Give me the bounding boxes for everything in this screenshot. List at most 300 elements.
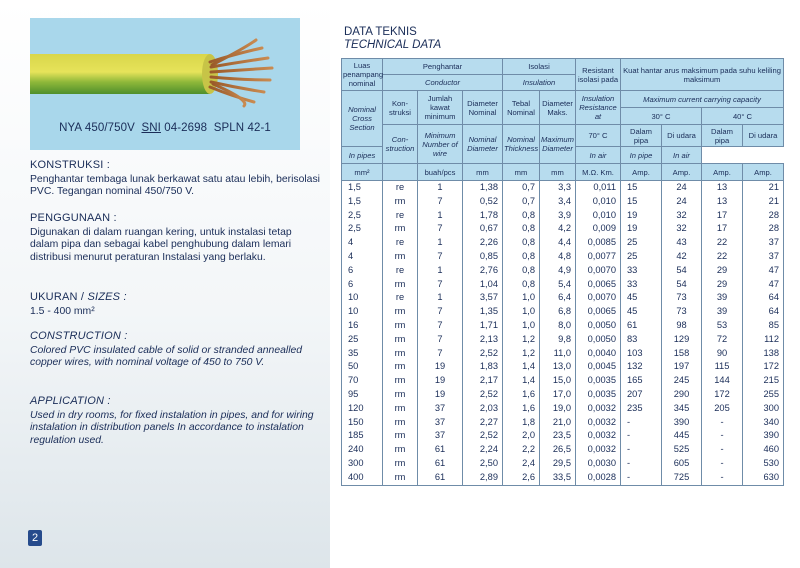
table-cell: rm [383, 195, 418, 209]
table-cell: 0,011 [576, 181, 621, 195]
table-cell: 2,52 [463, 429, 503, 443]
table-cell: 460 [743, 443, 784, 457]
table-cell: 1,8 [503, 416, 540, 430]
table-cell: 0,8 [503, 264, 540, 278]
table-cell: - [621, 457, 662, 471]
table-cell: 0,0065 [576, 305, 621, 319]
table-cell: 6,4 [540, 291, 576, 305]
table-cell: 1,71 [463, 319, 503, 333]
table-cell: 4,4 [540, 236, 576, 250]
table-cell: 1,38 [463, 181, 503, 195]
table-cell: 630 [743, 471, 784, 485]
table-cell: 725 [662, 471, 702, 485]
table-cell: 37 [418, 429, 463, 443]
table-row [342, 457, 784, 471]
conductor-header: Conductor [383, 75, 503, 91]
application-title: APPLICATION : [30, 395, 111, 407]
table-cell: 2,17 [463, 374, 503, 388]
table-cell: 17 [702, 222, 743, 236]
table-cell: 150 [342, 416, 383, 430]
table-cell: re [383, 264, 418, 278]
table-cell: 0,7 [503, 195, 540, 209]
table-cell: 8,0 [540, 319, 576, 333]
table-cell: 2,24 [463, 443, 503, 457]
temp30-header: 30° C [621, 108, 702, 125]
unit-amp-2: Amp. [662, 164, 702, 181]
table-cell: 245 [662, 374, 702, 388]
technical-data-table [341, 58, 784, 486]
table-cell: 61 [621, 319, 662, 333]
table-cell: rm [383, 333, 418, 347]
table-cell: 19 [418, 388, 463, 402]
table-cell: rm [383, 347, 418, 361]
table-cell: 129 [662, 333, 702, 347]
isolasi-header: Isolasi [503, 59, 576, 75]
table-cell: 390 [743, 429, 784, 443]
table-cell: 115 [702, 360, 743, 374]
table-cell: rm [383, 471, 418, 485]
table-cell: 19 [418, 374, 463, 388]
table-cell: 0,0035 [576, 388, 621, 402]
unit-mm-diam: mm [463, 164, 503, 181]
table-cell: - [621, 429, 662, 443]
table-cell: 1,5 [342, 195, 383, 209]
table-cell: rm [383, 374, 418, 388]
table-row [342, 195, 784, 209]
table-cell: 165 [621, 374, 662, 388]
max-diam-header: Maximum Diameter [540, 125, 576, 164]
table-cell: rm [383, 443, 418, 457]
table-cell: 47 [743, 264, 784, 278]
table-cell: 25 [342, 333, 383, 347]
table-row [342, 443, 784, 457]
table-cell: 33 [621, 278, 662, 292]
table-cell: 1,35 [463, 305, 503, 319]
table-cell: rm [383, 250, 418, 264]
table-cell: 95 [342, 388, 383, 402]
table-cell: 29 [702, 264, 743, 278]
table-cell: rm [383, 360, 418, 374]
table-cell: 1 [418, 264, 463, 278]
table-cell: 205 [702, 402, 743, 416]
construction-header: Con-struction [383, 125, 418, 164]
table-cell: 290 [662, 388, 702, 402]
table-cell: 43 [662, 236, 702, 250]
cable-photo-box [30, 18, 300, 150]
nom-diam-header: Nominal Diameter [463, 125, 503, 164]
table-cell: 525 [662, 443, 702, 457]
table-cell: 10 [342, 291, 383, 305]
table-cell: 19,0 [540, 402, 576, 416]
table-cell: - [702, 416, 743, 430]
penggunaan-text: Digunakan di dalam ruangan kering, untuk instalasi tetap dalam pipa dan sebagai kabel penghubung dalam lemari distribusi menurut peraturan Instalasi yang berlaku. [30, 226, 292, 263]
table-cell: 112 [743, 333, 784, 347]
table-cell: 1 [418, 209, 463, 223]
unit-construction-blank [383, 164, 418, 181]
table-cell: 185 [342, 429, 383, 443]
table-cell: 1,0 [503, 319, 540, 333]
table-cell: 45 [621, 305, 662, 319]
table-cell: rm [383, 222, 418, 236]
table-row [342, 291, 784, 305]
table-cell: 0,0028 [576, 471, 621, 485]
table-cell: 605 [662, 457, 702, 471]
table-cell: 22 [702, 236, 743, 250]
table-cell: 0,52 [463, 195, 503, 209]
table-cell: 0,0032 [576, 402, 621, 416]
table-cell: 4,9 [540, 264, 576, 278]
table-cell: 0,0040 [576, 347, 621, 361]
table-cell: 15,0 [540, 374, 576, 388]
table-row [342, 264, 784, 278]
table-cell: re [383, 291, 418, 305]
table-cell: 4,2 [540, 222, 576, 236]
table-cell: 47 [743, 278, 784, 292]
table-cell: 0,8 [503, 236, 540, 250]
table-cell: 1,4 [503, 374, 540, 388]
table-cell: 7 [418, 278, 463, 292]
table-cell: 7 [418, 305, 463, 319]
table-cell: 4 [342, 250, 383, 264]
table-cell: 2,26 [463, 236, 503, 250]
konstruksi-title: KONSTRUKSI : [30, 159, 111, 171]
table-cell: 6,8 [540, 305, 576, 319]
table-cell: rm [383, 388, 418, 402]
table-cell: 10 [342, 305, 383, 319]
table-cell: 21 [743, 181, 784, 195]
table-cell: rm [383, 429, 418, 443]
di-udara-30-header: Di udara [662, 125, 702, 147]
unit-amp-1: Amp. [621, 164, 662, 181]
table-cell: 0,67 [463, 222, 503, 236]
table-cell: 28 [743, 209, 784, 223]
in-pipes-header: In pipes [342, 147, 383, 164]
table-cell: 2,13 [463, 333, 503, 347]
table-cell: 0,0070 [576, 291, 621, 305]
page-number: 2 [28, 530, 42, 546]
table-row [342, 319, 784, 333]
table-cell: 37 [743, 236, 784, 250]
table-cell: 158 [662, 347, 702, 361]
konstruksi-section [30, 159, 322, 199]
table-cell: 390 [662, 416, 702, 430]
ukuran-text: 1.5 - 400 mm² [30, 305, 95, 317]
table-cell: 3,4 [540, 195, 576, 209]
table-cell: 0,0030 [576, 457, 621, 471]
table-cell: 42 [662, 250, 702, 264]
table-row [342, 236, 784, 250]
table-cell: re [383, 236, 418, 250]
table-row [342, 222, 784, 236]
table-cell: - [621, 416, 662, 430]
table-cell: 13 [702, 195, 743, 209]
table-cell: - [702, 429, 743, 443]
konstruksi-text: Penghantar tembaga lunak berkawat satu atau lebih, berisolasi PVC. Tegangan nominal 450/750 V. [30, 173, 320, 198]
temp70-header: 70° C [576, 125, 621, 147]
penggunaan-section [30, 212, 322, 264]
table-cell: 5,4 [540, 278, 576, 292]
table-cell: 25 [621, 236, 662, 250]
ukuran-section [30, 291, 322, 318]
luas-header: Luas penampang nominal [342, 59, 383, 91]
table-cell: 90 [702, 347, 743, 361]
table-cell: 11,0 [540, 347, 576, 361]
table-cell: 54 [662, 264, 702, 278]
table-cell: 29,5 [540, 457, 576, 471]
table-cell: 35 [342, 347, 383, 361]
table-cell: 64 [743, 291, 784, 305]
table-cell: 2,5 [342, 209, 383, 223]
table-cell: 3,3 [540, 181, 576, 195]
table-cell: 25 [621, 250, 662, 264]
table-cell: 64 [743, 305, 784, 319]
table-cell: 0,8 [503, 278, 540, 292]
table-cell: 2,5 [342, 222, 383, 236]
table-cell: 215 [743, 374, 784, 388]
ukuran-title: UKURAN / SIZES : [30, 291, 127, 303]
table-cell: 2,2 [503, 443, 540, 457]
table-cell: 138 [743, 347, 784, 361]
table-cell: 7 [418, 195, 463, 209]
unit-mm2-row: mm² [342, 164, 383, 181]
table-cell: 240 [342, 443, 383, 457]
dalam-pipa-30-header: Dalam pipa [621, 125, 662, 147]
table-cell: 50 [342, 360, 383, 374]
table-cell: 1,0 [503, 305, 540, 319]
table-row [342, 416, 784, 430]
table-cell: 530 [743, 457, 784, 471]
table-row [342, 374, 784, 388]
table-row [342, 402, 784, 416]
table-cell: 0,0050 [576, 319, 621, 333]
unit-mohm-row: M.Ω. Km. [576, 164, 621, 181]
table-cell: 2,52 [463, 388, 503, 402]
table-cell: 3,9 [540, 209, 576, 223]
table-cell: 172 [743, 360, 784, 374]
min-wire-header: Minimum Number of wire [418, 125, 463, 164]
table-cell: 1,83 [463, 360, 503, 374]
table-cell: - [621, 443, 662, 457]
insulation-header: Insulation [503, 75, 576, 91]
table-cell: 61 [418, 471, 463, 485]
diam-nom-header: Diameter Nominal [463, 91, 503, 125]
table-cell: 0,0065 [576, 278, 621, 292]
table-cell: 1,04 [463, 278, 503, 292]
table-cell: 54 [662, 278, 702, 292]
table-cell: 207 [621, 388, 662, 402]
construction-section [30, 330, 322, 370]
table-row [342, 181, 784, 195]
table-cell: 1 [418, 181, 463, 195]
table-cell: 345 [662, 402, 702, 416]
table-cell: 32 [662, 209, 702, 223]
table-cell: 445 [662, 429, 702, 443]
table-cell: 24 [662, 181, 702, 195]
table-cell: 144 [702, 374, 743, 388]
table-cell: 2,6 [503, 471, 540, 485]
table-cell: 1,2 [503, 333, 540, 347]
table-cell: 72 [702, 333, 743, 347]
table-cell: 70 [342, 374, 383, 388]
unit-amp-4: Amp. [743, 164, 784, 181]
table-cell: 37 [743, 250, 784, 264]
table-cell: - [702, 443, 743, 457]
unit-mm-thick: mm [503, 164, 540, 181]
sni-label: SNI [141, 122, 161, 134]
table-cell: 28 [743, 222, 784, 236]
table-cell: rm [383, 319, 418, 333]
table-cell: 4,8 [540, 250, 576, 264]
table-cell: 98 [662, 319, 702, 333]
application-text: Used in dry rooms, for fixed instalation in pipes, and for wiring instalation in distribution panels In accordance to instalation regulation used. [30, 409, 314, 446]
unit-buah: buah/pcs [418, 164, 463, 181]
table-cell: 400 [342, 471, 383, 485]
table-cell: 23,5 [540, 429, 576, 443]
table-cell: 172 [702, 388, 743, 402]
table-cell: 0,8 [503, 209, 540, 223]
in-air-40-header: In air [662, 147, 702, 164]
unit-mm-maxdiam: mm [540, 164, 576, 181]
in-air-30-header: In air [576, 147, 621, 164]
heading-id: DATA TEKNIS [344, 26, 417, 38]
table-cell: 7 [418, 222, 463, 236]
table-row [342, 429, 784, 443]
table-row [342, 333, 784, 347]
penggunaan-title: PENGGUNAAN : [30, 212, 117, 224]
data-heading [344, 26, 441, 52]
table-cell: 15 [621, 181, 662, 195]
table-cell: 0,009 [576, 222, 621, 236]
table-cell: 300 [342, 457, 383, 471]
table-cell: rm [383, 305, 418, 319]
table-cell: - [702, 471, 743, 485]
construction-title: CONSTRUCTION : [30, 330, 128, 342]
table-cell: 197 [662, 360, 702, 374]
nominal-cross-header: Nominal Cross Section [342, 91, 383, 147]
table-cell: 300 [743, 402, 784, 416]
table-cell: 22 [702, 250, 743, 264]
table-cell: 39 [702, 305, 743, 319]
table-cell: 7 [418, 333, 463, 347]
table-cell: 16 [342, 319, 383, 333]
table-cell: 1,6 [503, 402, 540, 416]
table-cell: 6 [342, 278, 383, 292]
table-cell: - [702, 457, 743, 471]
table-cell: 13,0 [540, 360, 576, 374]
penghantar-header: Penghantar [383, 59, 503, 75]
ins-resist-header: Insulation Resistance at [576, 91, 621, 125]
table-cell: 2,52 [463, 347, 503, 361]
unit-amp-3: Amp. [702, 164, 743, 181]
table-row [342, 278, 784, 292]
table-cell: re [383, 181, 418, 195]
construction-text: Colored PVC insulated cable of solid or stranded annealled copper wires, with nominal voltage of 450 to 750 V. [30, 344, 303, 369]
table-cell: 33 [621, 264, 662, 278]
in-pipe-header: In pipe [621, 147, 662, 164]
heading-en: TECHNICAL DATA [344, 39, 442, 51]
table-cell: 85 [743, 319, 784, 333]
table-cell: 9,8 [540, 333, 576, 347]
table-cell: 83 [621, 333, 662, 347]
table-cell: 45 [621, 291, 662, 305]
table-cell: 33,5 [540, 471, 576, 485]
table-cell: 19 [418, 360, 463, 374]
table-cell: 37 [418, 416, 463, 430]
table-cell: 29 [702, 278, 743, 292]
table-cell: 3,57 [463, 291, 503, 305]
kuat-hantar-header: Kuat hantar arus maksimum pada suhu keliling maksimum [621, 59, 784, 91]
table-cell: 19 [621, 209, 662, 223]
table-cell: 0,010 [576, 209, 621, 223]
table-cell: 6 [342, 264, 383, 278]
max-current-header: Maximum current carrying capacity [621, 91, 784, 108]
table-cell: 2,89 [463, 471, 503, 485]
table-cell: 61 [418, 457, 463, 471]
table-cell: 21 [743, 195, 784, 209]
table-body [342, 181, 784, 486]
table-cell: 2,50 [463, 457, 503, 471]
table-cell: 0,0035 [576, 374, 621, 388]
table-cell: 32 [662, 222, 702, 236]
table-cell: 1,0 [503, 291, 540, 305]
application-section [30, 395, 322, 447]
cable-image [30, 18, 300, 108]
table-cell: 0,8 [503, 250, 540, 264]
table-cell: 53 [702, 319, 743, 333]
table-row [342, 347, 784, 361]
table-row [342, 388, 784, 402]
table-cell: 61 [418, 443, 463, 457]
table-cell: rm [383, 457, 418, 471]
table-cell: 120 [342, 402, 383, 416]
table-cell: 0,0032 [576, 443, 621, 457]
table-cell: rm [383, 416, 418, 430]
konstruksi-header: Kon-struksi [383, 91, 418, 125]
table-cell: 7 [418, 250, 463, 264]
table-cell: 2,03 [463, 402, 503, 416]
table-cell: rm [383, 278, 418, 292]
table-row [342, 305, 784, 319]
di-udara-40-header: Di udara [743, 125, 784, 147]
jumlah-header: Jumlah kawat minimum [418, 91, 463, 125]
tebal-header: Tebal Nominal [503, 91, 540, 125]
table-cell: 0,85 [463, 250, 503, 264]
table-cell: 2,76 [463, 264, 503, 278]
table-cell: 26,5 [540, 443, 576, 457]
table-cell: 235 [621, 402, 662, 416]
table-cell: re [383, 209, 418, 223]
table-cell: 73 [662, 291, 702, 305]
table-cell: 0,0077 [576, 250, 621, 264]
table-cell: 340 [743, 416, 784, 430]
left-panel [0, 0, 330, 568]
table-cell: 1 [418, 291, 463, 305]
table-cell: 1,4 [503, 360, 540, 374]
resistant-header: Resistant isolasi pada [576, 59, 621, 91]
table-cell: 15 [621, 195, 662, 209]
table-cell: 13 [702, 181, 743, 195]
table-cell: 1 [418, 236, 463, 250]
table-cell: 2,4 [503, 457, 540, 471]
table-cell: 21,0 [540, 416, 576, 430]
table-cell: rm [383, 402, 418, 416]
table-cell: 19 [621, 222, 662, 236]
table-cell: 1,5 [342, 181, 383, 195]
table-cell: 1,2 [503, 347, 540, 361]
temp40-header: 40° C [702, 108, 784, 125]
table-cell: 2,0 [503, 429, 540, 443]
table-cell: 0,0050 [576, 333, 621, 347]
